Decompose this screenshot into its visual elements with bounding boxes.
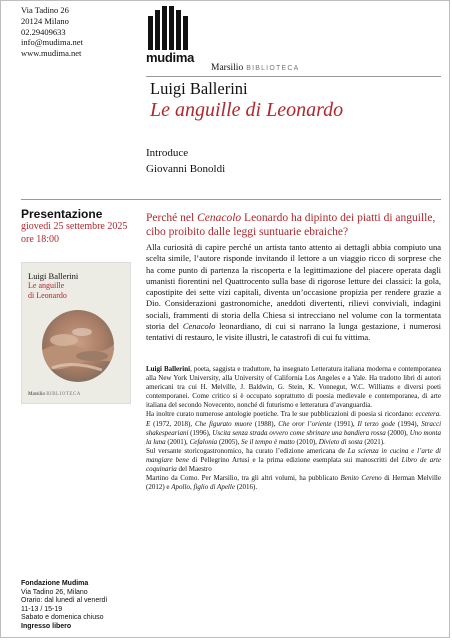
- website: www.mudima.net: [21, 48, 82, 59]
- bio-text: , poeta, saggista e traduttore, ha insegnato Letteratura italiana moderna e contemporanea alla New York University, alla University of California Los Angeles e a Yale. Ha tradotto libri di autori americani tra cui H. Melville, J. Baldwin, G. Stein, K. Vonnegut, W.C. Williams e diversi poeti contemporanei. Come critico si è occupato soprattutto di poesia medievale e contemporanea, di arte italiana del secondo Novecento, nonché di futurismo e letteratura d’avanguardia.: [146, 365, 441, 410]
- phone-number: 02.29409633: [21, 26, 66, 37]
- lead-question: [146, 211, 441, 239]
- event-time: ore 18:00: [21, 233, 60, 245]
- bio-text: (2001),: [165, 437, 190, 446]
- logo-bars-icon: [146, 6, 196, 50]
- book-author: Luigi Ballerini: [150, 79, 248, 98]
- venue-info: [21, 580, 107, 632]
- description-text: leonardiano, di cui si narrano la lunga gestazione, i numerosi tentativi di restauro, le visite illustri, le catastrofi di cui fu vittima.: [146, 321, 441, 343]
- work-title: Stracci shakespeariani: [146, 419, 442, 437]
- intro-name: Giovanni Bonoldi: [146, 163, 226, 175]
- cover-publisher: [28, 392, 81, 397]
- bio-text: (2005),: [217, 437, 242, 446]
- venue-hours-label: Orario: dal lunedì al venerdì: [21, 597, 108, 605]
- work-title: Uscita senza strada ovvero come sbrinare una bandiera rossa: [212, 428, 386, 437]
- cover-author: Luigi Ballerini: [28, 271, 79, 281]
- work-title: eccetera. E: [146, 410, 441, 428]
- cover-painting-image: [42, 310, 114, 382]
- author-biography: [146, 365, 441, 492]
- bio-text: (2000),: [385, 428, 410, 437]
- work-title: Che figurato muore: [194, 419, 253, 428]
- lead-text: Leonardo ha dipinto dei piatti di anguille, cibo proibito dalle leggi suntuarie ebraiche?: [146, 212, 436, 238]
- book-title: Le anguille di Leonardo: [150, 99, 344, 121]
- lead-italic: Cenacolo: [197, 212, 242, 224]
- cover-title-line: Le anguille: [28, 281, 65, 290]
- venue-closed: Sabato e domenica chiuso: [21, 614, 104, 622]
- work-title: Che oror l’oriente: [278, 419, 332, 428]
- introducer-block: [146, 145, 225, 177]
- bio-text: (1972, 2018),: [150, 419, 195, 428]
- work-title: Divieto di sosta: [318, 437, 363, 446]
- logo-text: mudima: [146, 50, 195, 65]
- address-line: 20124 Milano: [21, 15, 69, 26]
- bio-text: del Maestro: [176, 465, 212, 474]
- bio-text: (1991),: [331, 419, 358, 428]
- work-title: Il terzo gode: [357, 419, 396, 428]
- publisher-mark: [211, 63, 299, 73]
- bio-text: di Pellegrino Artusi e la prima edizione esemplata sui manoscritti del: [188, 455, 402, 464]
- description-paragraph: [146, 242, 441, 344]
- event-info: [21, 207, 127, 246]
- bio-paragraph: [146, 474, 441, 492]
- publisher-sub: BIBLIOTECA: [246, 65, 300, 72]
- mudima-logo: [146, 6, 196, 65]
- work-title: Uno monta la luna: [146, 428, 441, 446]
- work-title: La scienza in cucina e l’arte di mangiare bene: [146, 446, 441, 464]
- description-text: Alla curiosità di capire perché un artista tanto attento ai dettagli abbia compiuto una scelta simile, l’autore risponde invitando il lettore a un viaggio ricco di sorprese che ha come punto di partenza la riscoperta e la legittimazione del piacere operata dagli umanisti fiorentini nel Quattrocento sulla base di rigorose letture dei classici: la gola, capostipite dei sette vizi capitali, diventa un’occasione propizia per rendere grazie a Dio. Considerazioni gastronomiche, aneddoti divertenti, rilievi conviviali, indagini sociali, frammenti di storia della Chiesa si intrecciano nel volume con la tormentata storia del: [146, 242, 441, 332]
- cover-publisher-sub: BIBLIOTECA: [46, 392, 81, 397]
- work-title: Cefalonia: [189, 437, 218, 446]
- bio-text: (1994),: [395, 419, 422, 428]
- lead-text: Perché nel: [146, 212, 198, 224]
- bio-paragraph: [146, 365, 441, 410]
- bio-name: Luigi Ballerini: [146, 365, 191, 373]
- work-title: Se il tempo è matto: [241, 437, 295, 446]
- header-divider: [146, 76, 441, 77]
- address-line: Via Tadino 26: [21, 5, 69, 15]
- bio-text: di Herman Melville (2012) e: [146, 474, 441, 492]
- bio-text: Martino da Como. Per Marsilio, tra gli altri volumi, ha pubblicato: [146, 474, 341, 483]
- work-title: Libro de arte coquinaria: [146, 455, 441, 474]
- bio-text: (2021).: [362, 437, 385, 446]
- cover-publisher-name: Marsilio: [28, 392, 45, 397]
- bio-text: (1996),: [188, 428, 213, 437]
- intro-label: Introduce: [146, 147, 189, 159]
- bio-text: Sul versante storicogastronomico, ha curato l’edizione americana de: [146, 446, 348, 455]
- venue-entry: Ingresso libero: [21, 622, 72, 630]
- venue-address: Via Tadino 26, Milano: [21, 588, 88, 596]
- cover-title-line: di Leonardo: [28, 290, 67, 300]
- venue-hours: 11-13 / 15-19: [21, 605, 63, 613]
- bio-paragraph: [146, 410, 441, 446]
- book-cover: [21, 262, 131, 404]
- bio-text: Ha inoltre curato numerose antologie poetiche. Tra le sue pubblicazioni di poesia si ricordano:: [146, 410, 416, 419]
- publisher-name: Marsilio: [211, 63, 244, 73]
- venue-name: Fondazione Mudima: [21, 580, 89, 587]
- bio-text: (1988),: [252, 419, 279, 428]
- description-italic: Cenacolo: [182, 321, 216, 332]
- bio-text: (2016).: [234, 483, 258, 492]
- email-address: info@mudima.net: [21, 37, 83, 48]
- event-date: giovedì 25 settembre 2025: [21, 221, 128, 232]
- work-title: Benito Cereno: [340, 474, 382, 483]
- work-title: Apollo, figlio di Apelle: [171, 483, 235, 492]
- cover-title: [28, 281, 67, 300]
- event-heading: Presentazione: [21, 207, 103, 221]
- bio-text: (2010),: [294, 437, 319, 446]
- bio-paragraph: [146, 447, 441, 474]
- section-divider: [21, 199, 441, 200]
- address-block: [21, 5, 83, 59]
